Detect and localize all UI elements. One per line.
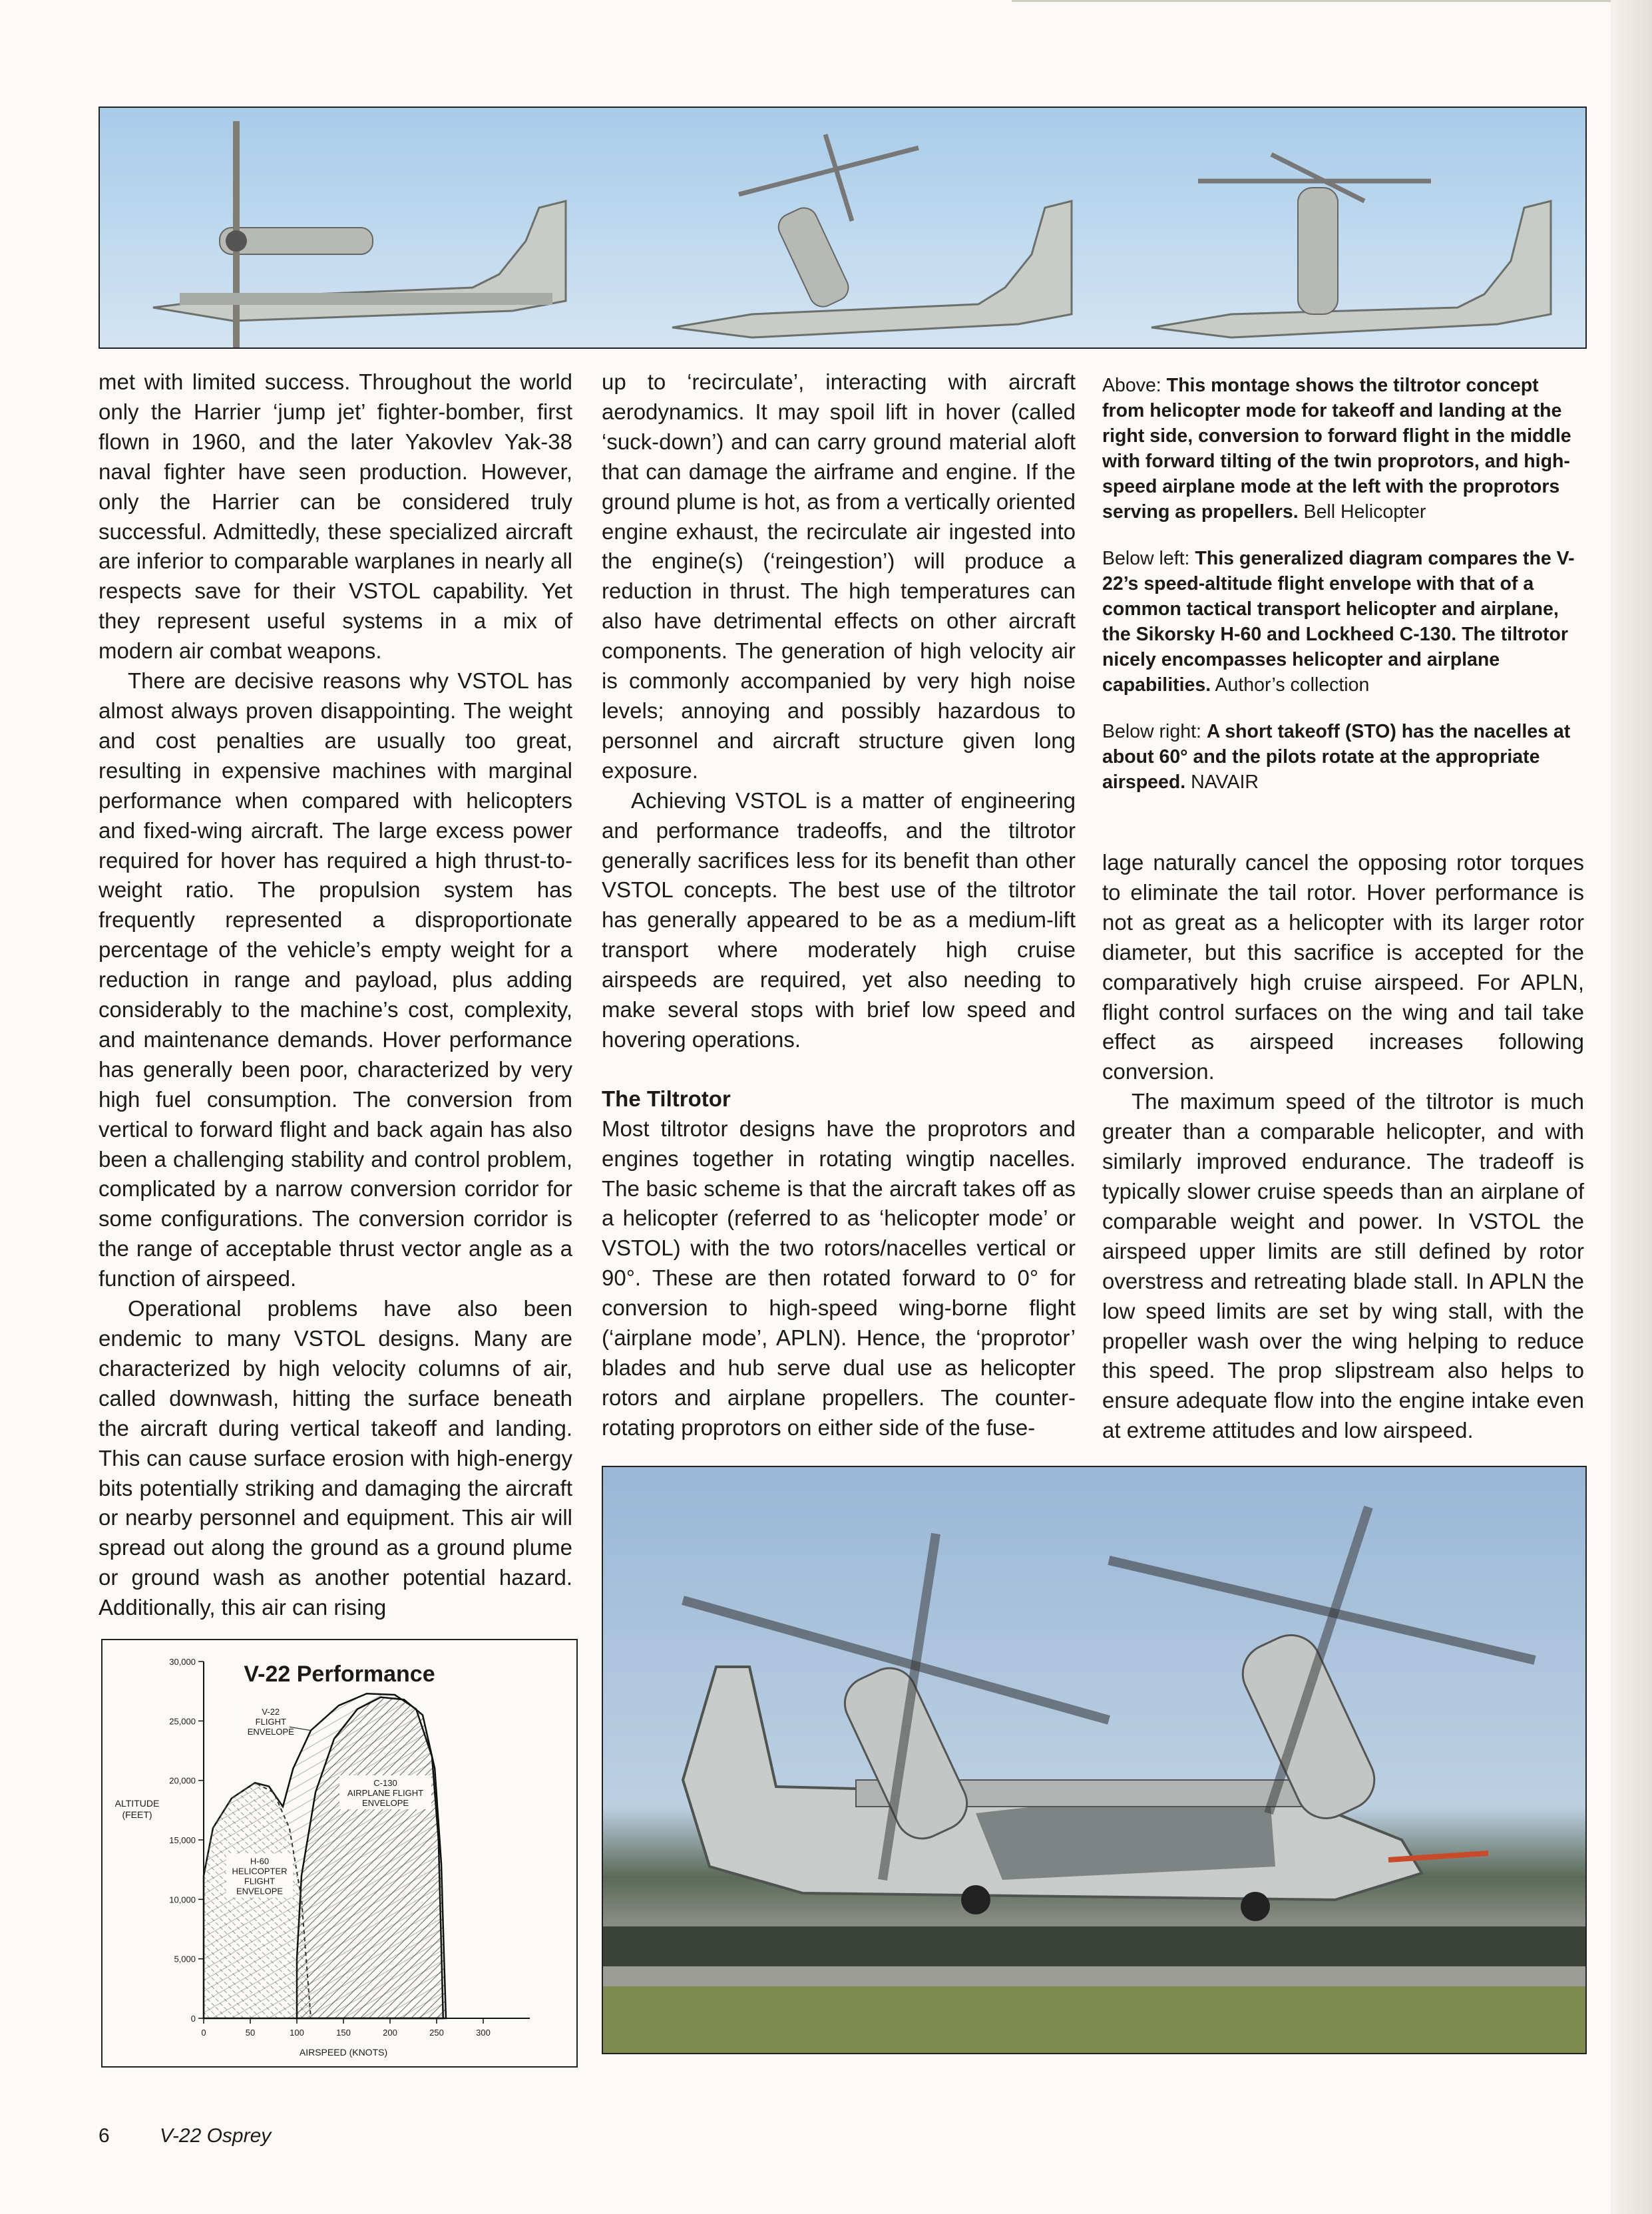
column2-paragraph-3: Most tiltrotor designs have the proprotors and engines together in rotating wingtip nacelles. The basic scheme is that the aircraft takes off as a helicopter (referred to as ‘helicopter mode’ or VSTOL) with the two rotors/nacelles vertical or 90°. These are then rotated forward to 0° for conversion to high-speed wing-borne flight (‘airplane mode’, APLN). Hence, the ‘proprotor’ blades and hub serve dual use as helicopter rotors and airplane propellers. The counter-rotating proprotors on either side of the fuse- — [602, 1116, 1076, 1440]
envelope-label-line: ENVELOPE — [247, 1726, 294, 1737]
x-tick-label: 200 — [383, 2028, 397, 2038]
caption-above-text: This montage shows the tiltrotor concept from helicopter mode for takeoff and landing at the right side, conversion to forward flight in the middle with forward tilting of the twin proprotors, and high-speed airplane mode at the left with the proprotors serving as propellers. — [1102, 375, 1571, 523]
y-tick-label: 5,000 — [174, 1954, 196, 1964]
page-number: 6 — [99, 2125, 110, 2147]
column1-paragraph-1: met with limited success. Throughout the world only the Harrier ‘jump jet’ fighter-bomber, first flown in 1960, and the later Yakovlev Yak-38 naval fighter have seen production. However, only the Harrier can be considered truly successful. Admittedly, these specialized aircraft are inferior to comparable warplanes in nearly all respects save for their VSTOL capability. Yet they represent useful systems in a mix of modern air combat weapons. — [99, 369, 572, 664]
v22-short-takeoff-photo-icon — [603, 1467, 1585, 2053]
caption-below-left — [1102, 546, 1584, 698]
caption-below-right-lead: Below right: — [1102, 721, 1207, 742]
y-axis-label: (FEET) — [122, 1809, 152, 1820]
v22-helicopter-mode-figure — [1151, 154, 1551, 337]
v22-performance-chart — [103, 1640, 576, 2066]
top-scan-line — [1012, 0, 1611, 2]
tiltrotor-montage-photo — [99, 107, 1587, 349]
caption-below-left-credit: Author’s collection — [1211, 674, 1370, 696]
envelope-label-line: HELICOPTER — [232, 1866, 288, 1877]
text-column-2 — [602, 367, 1076, 1443]
caption-below-right-credit: NAVAIR — [1185, 772, 1259, 793]
envelope-label-line: FLIGHT — [244, 1876, 276, 1886]
y-tick-label: 25,000 — [169, 1716, 196, 1727]
photo-captions — [1102, 373, 1584, 816]
envelope-label-line: C-130 — [373, 1778, 397, 1789]
envelope-label-line: ENVELOPE — [361, 1798, 409, 1809]
y-tick-label: 10,000 — [169, 1894, 196, 1905]
column3-paragraph-1: lage naturally cancel the opposing rotor torques to eliminate the tail rotor. Hover performance is not as great as a helicopter with its larger rotor diameter, but this sacrifice is accepted for the comparatively high cruise airspeed. For APLN, flight control surfaces on the wing and tail take effect as airspeed increases following conversion. — [1102, 850, 1584, 1084]
caption-below-right — [1102, 719, 1584, 795]
v22-conversion-mode-figure — [672, 134, 1072, 337]
x-tick-label: 0 — [201, 2028, 206, 2038]
caption-below-right-text: A short takeoff (STO) has the nacelles at about 60° and the pilots rotate at the appropriate airspeed. — [1102, 721, 1571, 793]
column1-paragraph-3: Operational problems have also been endemic to many VSTOL designs. Many are characterized by high velocity columns of air, called downwash, hitting the surface beneath the aircraft during vertical takeoff and landing. This can cause surface erosion with high-energy bits potentially striking and damaging the aircraft or nearby personnel and equipment. This air will spread out along the ground as a ground plume or ground wash as another potential hazard. Additionally, this air can rising — [99, 1296, 572, 1620]
column1-paragraph-2: There are decisive reasons why VSTOL has almost always proven disappointing. The weight and cost penalties are usually too great, resulting in expensive machines with marginal performance when compared with helicopters and fixed-wing aircraft. The large excess power required for hover has required a high thrust-to-weight ratio. The propulsion system has frequently represented a disproportionate percentage of the vehicle’s empty weight for a reduction in range and payload, plus adding considerably to the machine’s cost, complexity, and maintenance demands. Hover performance has generally been poor, characterized by very high fuel consumption. The conversion from vertical to forward flight and back again has also been a challenging stability and control problem, complicated by a narrow conversion corridor for some configurations. The conversion corridor is the range of acceptable thrust vector angle as a function of airspeed. — [99, 668, 572, 1291]
text-column-3 — [1102, 848, 1584, 1446]
x-tick-label: 250 — [429, 2028, 444, 2038]
x-tick-label: 300 — [476, 2028, 491, 2038]
envelope-label-line: H-60 — [250, 1856, 270, 1867]
caption-below-left-lead: Below left: — [1102, 548, 1195, 569]
y-tick-label: 20,000 — [169, 1775, 196, 1786]
section-heading-tiltrotor: The Tiltrotor — [602, 1086, 731, 1111]
caption-above-lead: Above: — [1102, 375, 1167, 396]
x-axis-label: AIRSPEED (KNOTS) — [299, 2047, 388, 2058]
column3-paragraph-2: The maximum speed of the tiltrotor is much greater than a comparable helicopter, and with similarly improved endurance. The tradeoff is typically slower cruise speeds than an airplane of comparable weight and power. In VSTOL the airspeed upper limits are still defined by rotor overstress and retreating blade stall. In APLN the low speed limits are set by wing stall, with the propeller wash over the wing helping to reduce this speed. The prop slipstream also helps to ensure adequate flow into the engine intake even at extreme attitudes and low airspeed. — [1102, 1089, 1584, 1443]
running-title: V-22 Osprey — [160, 2125, 272, 2147]
chart-title: V-22 Performance — [244, 1661, 435, 1687]
x-tick-label: 100 — [290, 2028, 304, 2038]
tiltrotor-conversion-montage-photo-icon — [100, 108, 1585, 347]
caption-above — [1102, 373, 1584, 525]
envelope-label-line: AIRPLANE FLIGHT — [347, 1788, 424, 1799]
v22-performance-chart-box — [101, 1639, 578, 2068]
column2-paragraph-2: Achieving VSTOL is a matter of engineering and performance tradeoffs, and the tiltrotor generally sacrifices less for its benefit than other VSTOL concepts. The best use of the tiltrotor has generally appeared to be as a medium-lift transport where moderately high cruise airspeeds are required, yet also needing to make several stops with brief low speed and hovering operations. — [602, 787, 1076, 1052]
text-column-1 — [99, 367, 572, 1623]
y-tick-label: 0 — [190, 2014, 196, 2024]
short-takeoff-photo — [602, 1466, 1587, 2054]
caption-above-credit: Bell Helicopter — [1298, 501, 1426, 523]
envelope-label-line: ENVELOPE — [236, 1886, 284, 1896]
x-tick-label: 50 — [245, 2028, 256, 2038]
scan-edge-shadow — [1611, 0, 1652, 2214]
v22-airplane-mode-figure — [153, 121, 566, 347]
column2-paragraph-1: up to ‘recirculate’, interacting with aircraft aerodynamics. It may spoil lift in hover (called ‘suck-down’) and can carry ground material aloft that can damage the airframe and engine. If the ground plume is hot, as from a vertically oriented engine exhaust, the recirculate air ingested into the engine(s) (‘reingestion’) will produce a reduction in thrust. The high temperatures can also have detrimental effects on other aircraft components. The generation of high velocity air is commonly accompanied by very high noise levels; annoying and possibly hazardous to personnel and aircraft structure given long exposure. — [602, 369, 1076, 783]
y-axis-label: ALTITUDE — [114, 1797, 160, 1809]
envelope-label-line: FLIGHT — [255, 1716, 286, 1727]
envelope-label-line: V-22 — [262, 1706, 280, 1717]
x-tick-label: 150 — [336, 2028, 351, 2038]
y-tick-label: 30,000 — [169, 1657, 196, 1667]
y-tick-label: 15,000 — [169, 1835, 196, 1845]
caption-below-left-text: This generalized diagram compares the V-22’s speed-altitude flight envelope with that of a common tactical transport helicopter and airplane, the Sikorsky H-60 and Lockheed C-130. The tiltrotor nicely encompasses helicopter and airplane capabilities. — [1102, 548, 1575, 696]
